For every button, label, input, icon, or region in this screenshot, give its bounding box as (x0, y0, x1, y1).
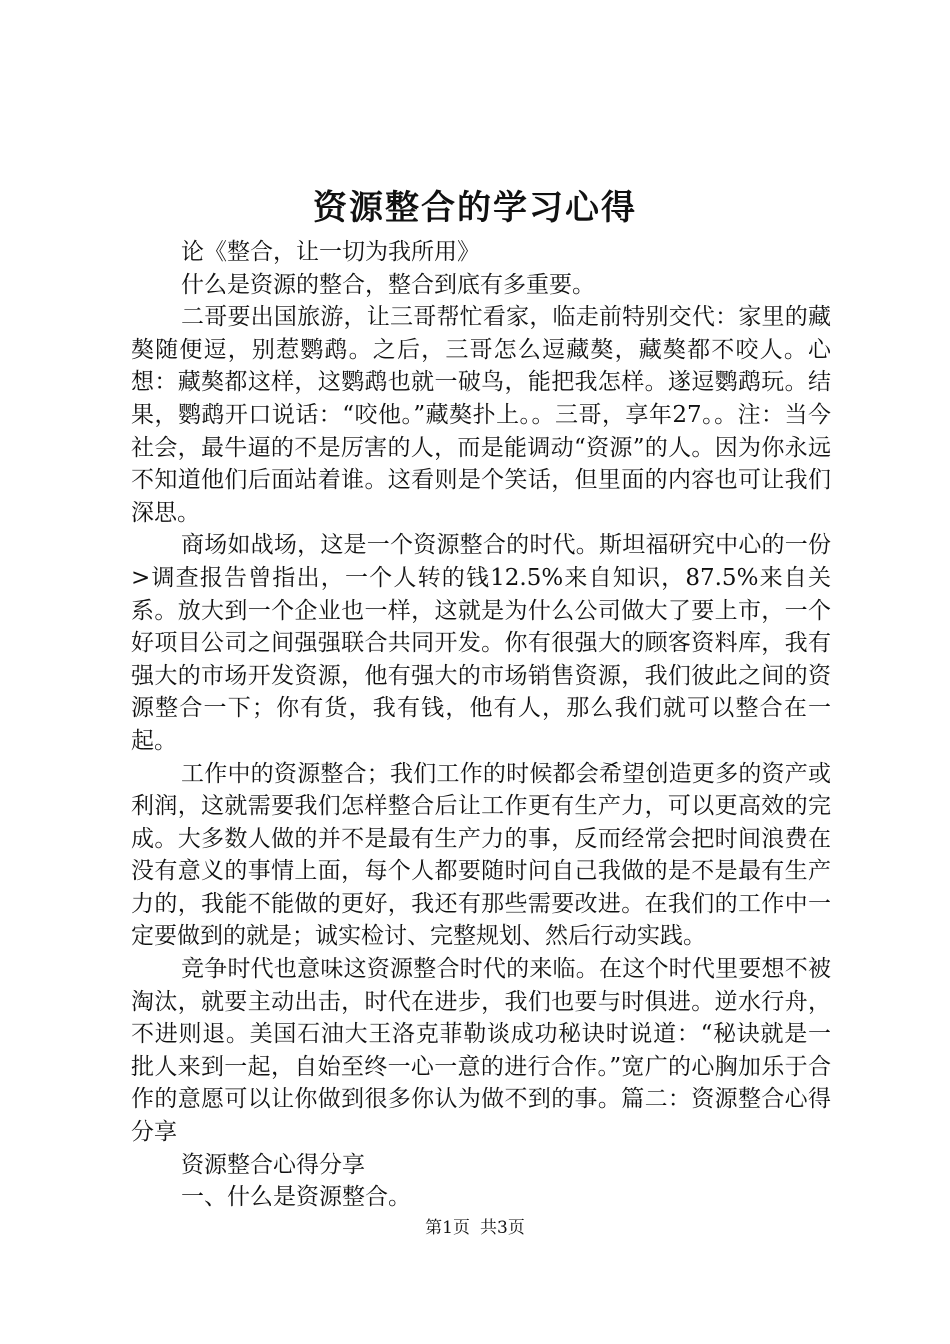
paragraph-list-item: 一、什么是资源整合。 (181, 1184, 411, 1211)
paragraph-question: 什么是资源的整合，整合到底有多重要。 (181, 271, 595, 298)
paragraph-competition: 竞争时代也意味这资源整合时代的来临。在这个时代里要想不被淘汰，就要主动出击，时代在进步，我们也要与时俱进。逆水行舟，不进则退。美国石油大王洛克菲勒谈成功秘诀时说道：“秘诀就是一批人来到一起，自始至终一心一意的进行合作。”宽广的心胸加乐于合作的意愿可以让你做到很多你认为做不到的事。篇二：资源整合心得分享 (131, 956, 831, 1146)
page-total: 共3页 (480, 1218, 525, 1238)
paragraph-section-heading: 资源整合心得分享 (181, 1151, 365, 1178)
document-body (131, 236, 831, 1214)
paragraph-work: 工作中的资源整合；我们工作的时候都会希望创造更多的资产或利润，这就需要我们怎样整合后让工作更有生产力，可以更高效的完成。大多数人做的并不是最有生产力的事，反而经常会把时间浪费在没有意义的事情上面，每个人都要随时问自己我做的是不是最有生产力的，我能不能做的更好，我还有那些需要改进。在我们的工作中一定要做到的就是；诚实检讨、完整规划、然后行动实践。 (131, 760, 831, 950)
paragraph-story: 二哥要出国旅游，让三哥帮忙看家，临走前特别交代：家里的藏獒随便逗，别惹鹦鹉。之后，三哥怎么逗藏獒，藏獒都不咬人。心想：藏獒都这样，这鹦鹉也就一破鸟，能把我怎样。遂逗鹦鹉玩。结果，鹦鹉开口说话：“咬他。”藏獒扑上。。三哥，享年27。。注：当今社会，最牛逼的不是厉害的人，而是能调动“资源”的人。因为你永远不知道他们后面站着谁。这看则是个笑话，但里面的内容也可让我们深思。 (131, 304, 831, 526)
page-number: 第1页 (425, 1218, 470, 1238)
document-title: 资源整合的学习心得 (313, 188, 637, 228)
paragraph-business: 商场如战场，这是一个资源整合的时代。斯坦福研究中心的一份>调查报告曾指出，一个人转的钱12.5%来自知识，87.5%来自关系。放大到一个企业也一样，这就是为什么公司做大了要上市，一个好项目公司之间强强联合共同开发。你有很强大的顾客资料库，我有强大的市场开发资源，他有强大的市场销售资源，我们彼此之间的资源整合一下；你有货，我有钱，他有人，那么我们就可以整合在一起。 (131, 532, 831, 754)
paragraph-subtitle: 论《整合，让一切为我所用》 (181, 239, 480, 265)
page-footer (0, 1216, 950, 1240)
